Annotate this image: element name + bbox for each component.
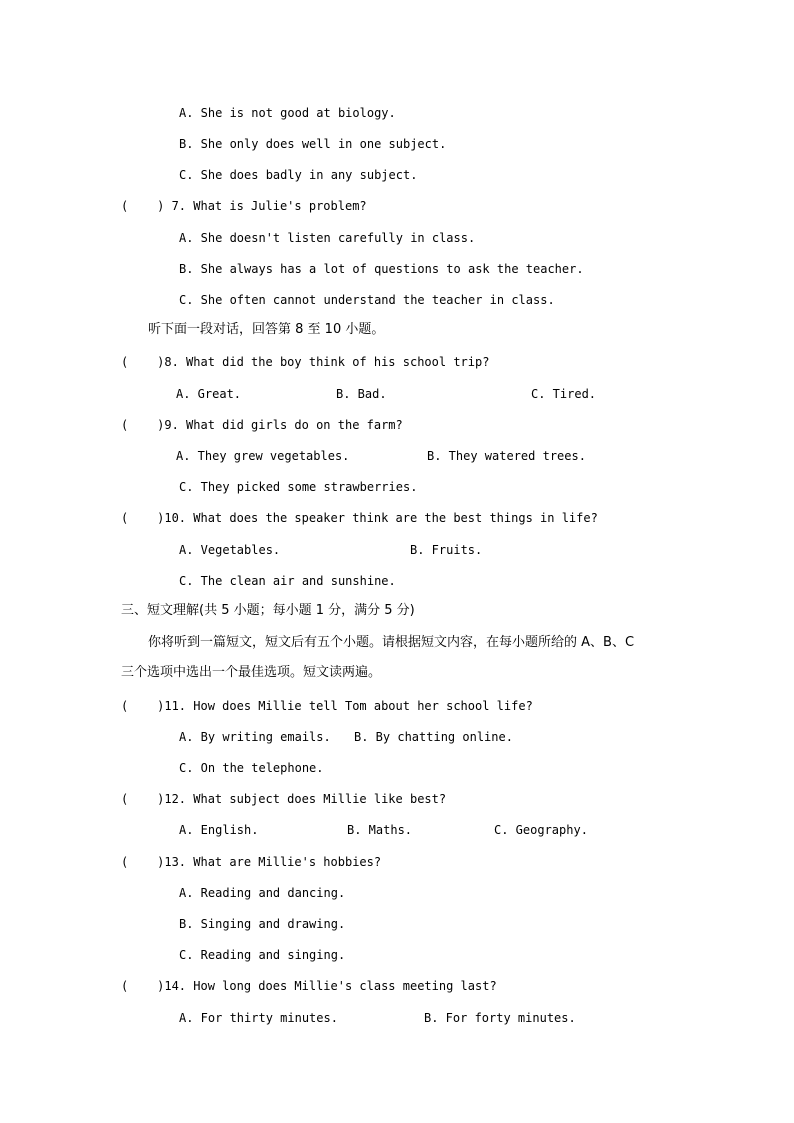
q14-option-b: B. For forty minutes.: [424, 1011, 576, 1025]
q11-stem: ( )11. How does Millie tell Tom about her school life?: [121, 699, 533, 713]
q8-option-a: A. Great.: [176, 387, 242, 401]
q12-stem: ( )12. What subject does Millie like best?: [121, 792, 447, 806]
q13-option-c: C. Reading and singing.: [179, 948, 346, 962]
q14-stem: ( )14. How long does Millie's class meeting last?: [121, 979, 497, 993]
q7-option-b: B. She always has a lot of questions to ask the teacher.: [179, 262, 584, 276]
q11-option-b: B. By chatting online.: [354, 730, 513, 744]
q9-stem: ( )9. What did girls do on the farm?: [121, 418, 403, 432]
q10-option-a: A. Vegetables.: [179, 543, 281, 557]
section3-heading: 三、短文理解(共 5 小题；每小题 1 分，满分 5 分): [121, 603, 415, 618]
q12-option-a: A. English.: [179, 823, 259, 837]
q7-stem: ( ) 7. What is Julie's problem?: [121, 199, 367, 213]
q8-stem: ( )8. What did the boy think of his school trip?: [121, 355, 490, 369]
q14-option-a: A. For thirty minutes.: [179, 1011, 338, 1025]
q6-option-c: C. She does badly in any subject.: [179, 168, 418, 182]
q10-option-b: B. Fruits.: [410, 543, 483, 557]
q9-option-b: B. They watered trees.: [427, 449, 586, 463]
q12-option-b: B. Maths.: [347, 823, 413, 837]
q10-stem: ( )10. What does the speaker think are the best things in life?: [121, 511, 598, 525]
q6-option-a: A. She is not good at biology.: [179, 106, 396, 120]
q9-option-c: C. They picked some strawberries.: [179, 480, 418, 494]
section3-instruction-line2: 三个选项中选出一个最佳选项。短文读两遍。: [121, 665, 382, 680]
q13-option-b: B. Singing and drawing.: [179, 917, 346, 931]
q12-option-c: C. Geography.: [494, 823, 588, 837]
q11-option-a: A. By writing emails.: [179, 730, 331, 744]
dialogue-instruction: 听下面一段对话，回答第 8 至 10 小题。: [148, 322, 385, 337]
q7-option-a: A. She doesn't listen carefully in class.: [179, 231, 476, 245]
q8-option-c: C. Tired.: [531, 387, 597, 401]
q10-option-c: C. The clean air and sunshine.: [179, 574, 396, 588]
q8-option-b: B. Bad.: [336, 387, 387, 401]
q6-option-b: B. She only does well in one subject.: [179, 137, 447, 151]
q13-stem: ( )13. What are Millie's hobbies?: [121, 855, 382, 869]
q11-option-c: C. On the telephone.: [179, 761, 324, 775]
section3-instruction-line1: 你将听到一篇短文，短文后有五个小题。请根据短文内容，在每小题所给的 A、B、C: [148, 635, 635, 650]
q7-option-c: C. She often cannot understand the teacher in class.: [179, 293, 555, 307]
q9-option-a: A. They grew vegetables.: [176, 449, 350, 463]
q13-option-a: A. Reading and dancing.: [179, 886, 346, 900]
